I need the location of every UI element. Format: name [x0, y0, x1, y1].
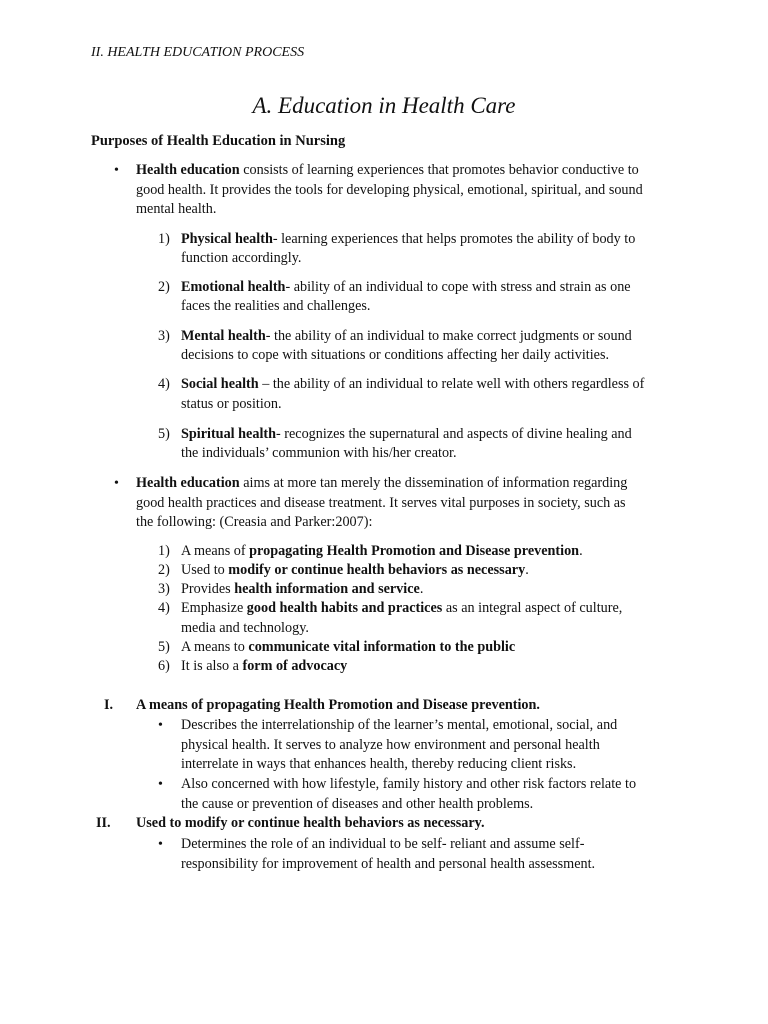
list-line: interrelate in ways that enhances health, thereby reducing client risks. — [181, 756, 577, 772]
list-line: function accordingly. — [181, 250, 302, 266]
bold-term: modify or continue health behaviors as necessary — [228, 562, 526, 578]
list-number: 5) — [158, 639, 170, 655]
section-number: II. — [96, 815, 111, 831]
paragraph-line: good health practices and disease treatment. It serves vital purposes in society, such as — [136, 495, 626, 511]
bullet-icon: • — [114, 476, 119, 491]
bold-term: Mental health — [181, 328, 266, 344]
list-number: 6) — [158, 658, 170, 674]
bold-term: Health education — [136, 162, 240, 178]
text-run: Provides — [181, 581, 235, 597]
list-line: faces the realities and challenges. — [181, 298, 371, 314]
text-run: – the ability of an individual to relate well with others regardless of — [258, 376, 645, 392]
list-number: 2) — [158, 279, 170, 295]
list-line — [181, 375, 644, 395]
section-heading: Used to modify or continue health behaviors as necessary. — [136, 815, 485, 831]
text-run: A means of — [181, 543, 250, 559]
text-run: . — [579, 543, 583, 559]
bold-term: Social health — [181, 376, 259, 392]
bold-term: health information and service — [234, 581, 420, 597]
paragraph-line: the following: (Creasia and Parker:2007): — [136, 514, 373, 530]
list-line: the cause or prevention of diseases and other health problems. — [181, 796, 534, 812]
list-line — [181, 425, 632, 445]
list-number: 2) — [158, 562, 170, 578]
list-number: 4) — [158, 376, 170, 392]
list-line — [181, 580, 423, 600]
list-number: 1) — [158, 543, 170, 559]
list-line: Also concerned with how lifestyle, family history and other risk factors relate to — [181, 776, 637, 792]
list-line: responsibility for improvement of health and personal health assessment. — [181, 856, 596, 872]
text-run: Emphasize — [181, 600, 247, 616]
page-title: A. Education in Health Care — [252, 93, 516, 118]
bold-term: Emotional health — [181, 279, 286, 295]
list-line — [181, 657, 347, 677]
text-run: as an integral aspect of culture, — [442, 600, 623, 616]
paragraph-line: mental health. — [136, 201, 217, 217]
list-line: media and technology. — [181, 620, 309, 636]
list-line — [181, 599, 622, 619]
bold-term: form of advocacy — [242, 658, 348, 674]
bold-term: Health education — [136, 475, 240, 491]
bullet-icon: • — [158, 718, 163, 733]
text-run: It is also a — [181, 658, 243, 674]
list-line: the individuals’ communion with his/her creator. — [181, 445, 457, 461]
section-heading: A means of propagating Health Promotion and Disease prevention. — [136, 697, 540, 713]
list-number: 4) — [158, 600, 170, 616]
list-number: 3) — [158, 581, 170, 597]
text-run: Used to — [181, 562, 229, 578]
text-run: consists of learning experiences that promotes behavior conductive to — [239, 162, 639, 178]
bullet-icon: • — [114, 163, 119, 178]
text-run: aims at more tan merely the dissemination of information regarding — [239, 475, 628, 491]
text-run: A means to — [181, 639, 249, 655]
bold-term: Physical health — [181, 231, 273, 247]
text-run: . — [419, 581, 424, 597]
running-header: II. HEALTH EDUCATION PROCESS — [91, 45, 305, 60]
text-run: - recognizes the supernatural and aspects of divine healing and — [276, 426, 632, 442]
text-run: - ability of an individual to cope with stress and strain as one — [285, 279, 631, 295]
text-run: . — [525, 562, 529, 578]
list-line: status or position. — [181, 396, 282, 412]
text-run: - the ability of an individual to make correct judgments or sound — [265, 328, 632, 344]
paragraph-line — [136, 161, 639, 181]
list-line: Determines the role of an individual to be self- reliant and assume self- — [181, 836, 585, 852]
list-line: decisions to cope with situations or conditions affecting her daily activities. — [181, 347, 610, 363]
bold-term: propagating Health Promotion and Disease prevention — [249, 543, 580, 559]
list-line: physical health. It serves to analyze how environment and personal health — [181, 737, 600, 753]
section-subtitle: Purposes of Health Education in Nursing — [91, 133, 346, 149]
paragraph-line — [136, 474, 627, 494]
list-line — [181, 327, 632, 347]
list-line — [181, 561, 529, 581]
paragraph-line: good health. It provides the tools for developing physical, emotional, spiritual, and sound — [136, 182, 643, 198]
bullet-icon: • — [158, 837, 163, 852]
bold-term: Spiritual health — [181, 426, 276, 442]
list-line — [181, 542, 583, 562]
bold-term: good health habits and practices — [246, 600, 443, 616]
list-number: 1) — [158, 231, 170, 247]
bullet-icon: • — [158, 777, 163, 792]
list-line — [181, 638, 515, 658]
list-line — [181, 230, 635, 250]
text-run: - learning experiences that helps promotes the ability of body to — [272, 231, 636, 247]
section-number: I. — [104, 697, 114, 713]
list-number: 3) — [158, 328, 170, 344]
list-line — [181, 278, 631, 298]
bold-term: communicate vital information to the public — [248, 639, 516, 655]
list-line: Describes the interrelationship of the learner’s mental, emotional, social, and — [181, 717, 618, 733]
list-number: 5) — [158, 426, 170, 442]
